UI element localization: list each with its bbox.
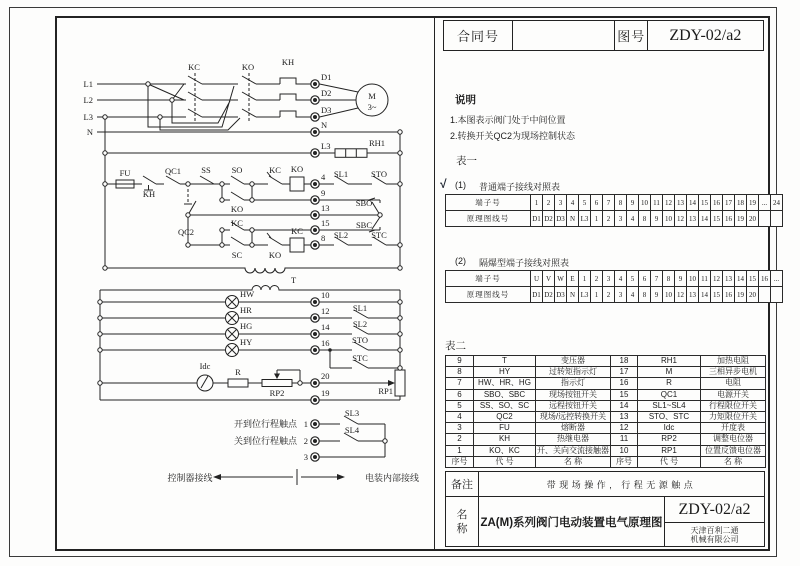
- thermal-kh-contact: [143, 176, 156, 190]
- circuit-label: HR: [240, 305, 252, 315]
- circuit-label: 开到位行程触点: [233, 419, 297, 429]
- component-cell: 加热电阻: [701, 356, 766, 367]
- circuit-label: 19: [321, 388, 330, 398]
- row-header: 端子号: [446, 271, 531, 287]
- terminal-cell: 7: [651, 271, 663, 287]
- circuit-label: SBC: [355, 220, 373, 230]
- table2-heading: 表二: [445, 340, 466, 352]
- terminal-cell: 1: [531, 195, 543, 211]
- component-cell: 18: [611, 356, 638, 367]
- component-table: [445, 355, 766, 468]
- terminal-cell: D1: [531, 287, 543, 303]
- contract-no-value: [512, 20, 616, 51]
- circuit-label: 4: [321, 172, 326, 182]
- circuit-label: KC: [231, 218, 243, 228]
- circuit-label: SL3: [344, 408, 360, 418]
- terminal-cell: 15: [711, 287, 723, 303]
- terminal-cell: 13: [675, 195, 687, 211]
- circuit-label: HW: [240, 289, 255, 299]
- component-cell: 位置反馈电位器: [701, 445, 766, 456]
- component-cell: 现场按钮开关: [536, 389, 611, 400]
- circuit-label: L2: [83, 95, 93, 105]
- component-cell: 17: [611, 367, 638, 378]
- terminal-cell: 12: [711, 271, 723, 287]
- terminal-cell: V: [543, 271, 555, 287]
- terminal-cell: 9: [651, 211, 663, 227]
- circuit-label: N: [86, 127, 93, 137]
- name-label: 名 称: [446, 497, 479, 547]
- circuit-label: QC1: [164, 166, 182, 176]
- terminal-cell: [759, 211, 771, 227]
- circuit-label: HG: [240, 321, 253, 331]
- circuit-label: STC: [352, 353, 368, 363]
- drawing-no-label: 图号: [614, 20, 648, 51]
- component-cell: 开度表: [701, 423, 766, 434]
- terminal-cell: 15: [747, 271, 759, 287]
- terminal-cell: 10: [663, 287, 675, 303]
- component-cell: 2: [446, 434, 474, 445]
- terminal-cell: L3: [579, 287, 591, 303]
- component-row: [446, 378, 766, 389]
- component-cell: HW、HR、HG: [474, 378, 536, 389]
- resistor-r-symbol: [228, 379, 248, 387]
- component-cell: 熔断器: [536, 423, 611, 434]
- circuit-label: RP2: [269, 388, 285, 398]
- note-1: 1.本图表示阀门处于中间位置: [450, 115, 566, 125]
- component-cell: 5: [446, 400, 474, 411]
- terminal-cell: 8: [663, 271, 675, 287]
- component-cell: 15: [611, 389, 638, 400]
- circuit-label: STC: [371, 230, 387, 240]
- terminal-cell: 16: [711, 195, 723, 211]
- circuit-label: 3: [303, 452, 308, 462]
- component-cell: QC2: [474, 411, 536, 422]
- circuit-label: D2: [321, 88, 332, 98]
- terminal-cell: 2: [543, 195, 555, 211]
- potentiometer-rp1-symbol: [395, 370, 405, 396]
- terminal-cell: 3: [615, 287, 627, 303]
- circuit-label: STO: [371, 169, 387, 179]
- component-row: [446, 367, 766, 378]
- component-row: [446, 411, 766, 422]
- terminal-cell: D1: [531, 211, 543, 227]
- circuit-label: L3: [83, 112, 93, 122]
- component-cell: 电阻: [701, 378, 766, 389]
- component-cell: QC1: [638, 389, 701, 400]
- component-cell: 代 号: [638, 456, 701, 467]
- component-cell: 14: [611, 400, 638, 411]
- terminal-cell: 6: [591, 195, 603, 211]
- circuit-label: SL4: [344, 425, 360, 435]
- circuit-label: RH1: [368, 138, 386, 148]
- circuit-label: SS: [201, 165, 211, 175]
- terminal-cell: 19: [735, 287, 747, 303]
- transformer-symbol: [100, 268, 400, 290]
- component-cell: 指示灯: [536, 378, 611, 389]
- terminal-cell: 16: [723, 211, 735, 227]
- contact-ko-nc: [267, 233, 282, 245]
- contactor-ko-contacts: [242, 73, 256, 122]
- terminal-cell: 4: [627, 211, 639, 227]
- circuit-label: T: [291, 275, 297, 285]
- terminal-cell: 9: [627, 195, 639, 211]
- circuit-label: HY: [240, 337, 253, 347]
- component-cell: KH: [474, 434, 536, 445]
- circuit-label: KH: [281, 57, 295, 67]
- component-cell: 6: [446, 389, 474, 400]
- wire-row: [446, 287, 783, 303]
- component-row: [446, 434, 766, 445]
- circuit-label: QC2: [177, 227, 195, 237]
- component-cell: STO、STC: [638, 411, 701, 422]
- component-cell: 现场/远控转换开关: [536, 411, 611, 422]
- terminal-cell: 3: [555, 195, 567, 211]
- terminal-cell: 18: [735, 195, 747, 211]
- terminal-cell: 16: [723, 287, 735, 303]
- row-header: 原理图线号: [446, 287, 531, 303]
- circuit-label: 10: [321, 290, 330, 300]
- component-cell: M: [638, 367, 701, 378]
- title-block: [443, 20, 764, 51]
- component-cell: SL1~SL4: [638, 400, 701, 411]
- circuit-label: 1: [303, 419, 308, 429]
- component-row: [446, 356, 766, 367]
- component-cell: 11: [611, 434, 638, 445]
- circuit-label: KO: [230, 204, 244, 214]
- circuit-label: KC: [291, 226, 303, 236]
- company-name: 天津百利二通 机械有限公司: [690, 525, 739, 544]
- component-cell: 名 称: [536, 456, 611, 467]
- contract-no-label: 合同号: [443, 20, 513, 51]
- component-cell: 序号: [446, 456, 474, 467]
- drawing-no-value: ZDY-02/a2: [647, 20, 764, 51]
- terminal-cell: 10: [663, 211, 675, 227]
- coil-ko: [290, 177, 304, 191]
- bypass-wires: [148, 84, 240, 130]
- terminal-cell: 1: [591, 287, 603, 303]
- meter-idc-symbol: [197, 375, 213, 391]
- terminal-cell: 14: [699, 211, 711, 227]
- terminal-cell: 6: [639, 271, 651, 287]
- component-cell: 行程限位开关: [701, 400, 766, 411]
- table1-sub1-title: 普通端子接线对照表: [479, 182, 561, 192]
- terminal-cell: 9: [651, 287, 663, 303]
- circuit-label: 9: [321, 188, 326, 198]
- table1-sub2-label: (2): [455, 256, 466, 266]
- terminal-cell: L3: [579, 211, 591, 227]
- circuit-label: 关到位行程触点: [233, 436, 297, 446]
- check-mark: √: [440, 177, 447, 191]
- terminal-cell: W: [555, 271, 567, 287]
- remark-text: 带现场操作, 行程无源触点: [546, 479, 697, 490]
- wire-row: [446, 211, 783, 227]
- terminal-cell: 10: [639, 195, 651, 211]
- contact-ko-aux: [231, 192, 244, 200]
- circuit-label: 2: [303, 436, 308, 446]
- terminal-cell: 10: [687, 271, 699, 287]
- component-cell: 12: [611, 423, 638, 434]
- component-cell: HY: [474, 367, 536, 378]
- circuit-label: RP1: [378, 386, 393, 396]
- footer-title-block: [445, 471, 765, 547]
- component-cell: 4: [446, 411, 474, 422]
- row-header: 端子号: [446, 195, 531, 211]
- circuit-label: D3: [321, 105, 332, 115]
- terminal-cell: 4: [615, 271, 627, 287]
- component-cell: 力矩限位开关: [701, 411, 766, 422]
- circuit-label: L1: [83, 79, 93, 89]
- row-header: 原理图线号: [446, 211, 531, 227]
- switch-sc: [231, 237, 244, 245]
- circuit-label: SL2: [333, 230, 349, 240]
- component-cell: 16: [611, 378, 638, 389]
- component-cell: 1: [446, 445, 474, 456]
- circuit-label: D1: [321, 72, 332, 82]
- terminal-cell: 15: [699, 195, 711, 211]
- circuit-label: 16: [321, 338, 330, 348]
- terminal-cell: 14: [687, 195, 699, 211]
- component-cell: SS、SO、SC: [474, 400, 536, 411]
- phase-cross-wires: [148, 84, 184, 100]
- table1-heading: 表一: [456, 155, 477, 167]
- component-cell: 7: [446, 378, 474, 389]
- component-cell: RP2: [638, 434, 701, 445]
- heater-rh1-symbol: [335, 149, 367, 158]
- component-cell: 名 称: [701, 456, 766, 467]
- component-cell: 9: [446, 356, 474, 367]
- component-cell: 三相异步电机: [701, 367, 766, 378]
- footer-right: [665, 497, 764, 547]
- component-cell: 开、关向交流接触器: [537, 445, 609, 455]
- terminal-cell: 13: [723, 271, 735, 287]
- terminal-cell: 12: [663, 195, 675, 211]
- terminal-cell: 2: [591, 271, 603, 287]
- terminal-cell: 11: [699, 271, 711, 287]
- component-cell: 变压器: [536, 356, 611, 367]
- terminal-cell: D2: [543, 287, 555, 303]
- terminal-cell: [759, 287, 771, 303]
- contactor-kc-contacts: [188, 73, 202, 122]
- terminal-cell: [771, 287, 783, 303]
- component-cell: FU: [474, 423, 536, 434]
- switch-so: [231, 176, 244, 184]
- terminal-cell: 12: [675, 287, 687, 303]
- terminal-cell: 24: [771, 195, 783, 211]
- terminal-cell: 2: [603, 287, 615, 303]
- component-cell: R: [638, 378, 701, 389]
- footer-drawing-no: ZDY-02/a2: [665, 497, 764, 523]
- terminal-cell: 19: [747, 195, 759, 211]
- table1-sub1-label: (1): [455, 180, 466, 190]
- terminal-table-ordinary: [445, 194, 783, 227]
- terminal-cell: 4: [627, 287, 639, 303]
- circuit-label: STO: [352, 335, 368, 345]
- circuit-label: M: [368, 91, 376, 101]
- terminal-cell: U: [531, 271, 543, 287]
- circuit-label: SL2: [352, 319, 368, 329]
- component-cell: 过转矩指示灯: [536, 367, 611, 378]
- terminal-cell: E: [567, 271, 579, 287]
- circuit-label: 20: [321, 371, 330, 381]
- component-cell: Idc: [638, 423, 701, 434]
- terminal-cell: 13: [687, 287, 699, 303]
- wiring-boundary-legend: [213, 469, 345, 485]
- terminal-cell: 7: [603, 195, 615, 211]
- circuit-label: R: [235, 367, 241, 377]
- component-cell: SBO、SBC: [474, 389, 536, 400]
- terminal-cell: 5: [627, 271, 639, 287]
- terminal-cell: 4: [567, 195, 579, 211]
- circuit-label: SC: [231, 250, 243, 260]
- coil-kc: [290, 238, 304, 252]
- component-cell: KO、KC: [474, 445, 536, 456]
- remark-label: 备注: [446, 472, 479, 496]
- meter-circuit: [100, 368, 405, 400]
- drawing-title: ZA(M)系列阀门电动装置电气原理图: [479, 497, 665, 547]
- terminal-cell: 3: [603, 271, 615, 287]
- switch-qc1: [166, 176, 180, 184]
- component-cell: 3: [446, 423, 474, 434]
- terminal-cell: 14: [735, 271, 747, 287]
- component-cell: 8: [446, 367, 474, 378]
- circuit-label: KC: [269, 165, 281, 175]
- terminal-cell: 16: [759, 271, 771, 287]
- component-header-row: [446, 456, 766, 467]
- circuit-label: KO: [241, 62, 255, 72]
- terminal-cell: [771, 211, 783, 227]
- note-2: 2.转换开关QC2为现场控制状态: [450, 131, 576, 141]
- circuit-label: SL1: [352, 303, 368, 313]
- terminal-cell: D3: [555, 211, 567, 227]
- lamp-symbols: [226, 296, 239, 357]
- component-cell: 调整电位器: [701, 434, 766, 445]
- circuit-label: KO: [268, 250, 282, 260]
- component-cell: 电源开关: [701, 389, 766, 400]
- component-row: [446, 389, 766, 400]
- circuit-label: 控制器接线: [167, 473, 213, 483]
- terminal-cell: 14: [699, 287, 711, 303]
- terminal-cell: 17: [723, 195, 735, 211]
- terminal-cell: D3: [555, 287, 567, 303]
- terminal-cell: 15: [711, 211, 723, 227]
- circuit-label: 电装内部接线: [364, 473, 420, 483]
- terminal-cell: D2: [543, 211, 555, 227]
- terminal-cell: 2: [603, 211, 615, 227]
- name-row: [446, 497, 764, 547]
- terminal-cell: 5: [579, 195, 591, 211]
- terminal-cell: N: [567, 287, 579, 303]
- circuit-label: KO: [290, 164, 304, 174]
- terminal-cell: 20: [747, 211, 759, 227]
- circuit-label: KH: [142, 189, 156, 199]
- circuit-label: Idc: [199, 361, 211, 371]
- circuit-label: 3~: [367, 102, 377, 112]
- terminal-cell: 1: [591, 211, 603, 227]
- component-row: [446, 423, 766, 434]
- circuit-label: 13: [321, 203, 330, 213]
- terminal-cell: 8: [639, 211, 651, 227]
- terminal-cell: N: [567, 211, 579, 227]
- component-cell: 10: [611, 445, 638, 456]
- terminal-row: [446, 271, 783, 287]
- component-cell: RP1: [638, 445, 701, 456]
- terminal-cell: 12: [675, 211, 687, 227]
- circuit-label: KC: [188, 62, 200, 72]
- terminal-cell: 20: [747, 287, 759, 303]
- terminal-cell: 8: [639, 287, 651, 303]
- terminal-cell: 1: [579, 271, 591, 287]
- terminal-cell: 11: [651, 195, 663, 211]
- component-cell: 代 号: [474, 456, 536, 467]
- circuit-label: L3: [321, 141, 331, 151]
- circuit-label: 12: [321, 306, 330, 316]
- terminal-cell: 9: [675, 271, 687, 287]
- circuit-label: SBO: [355, 198, 373, 208]
- circuit-label: 8: [321, 233, 326, 243]
- component-cell: T: [474, 356, 536, 367]
- circuit-label: SO: [231, 165, 243, 175]
- circuit-label: SL1: [333, 169, 349, 179]
- circuit-label: 14: [321, 322, 330, 332]
- terminal-cell: 19: [735, 211, 747, 227]
- terminal-cell: 13: [687, 211, 699, 227]
- circuit-schematic: [55, 16, 435, 549]
- terminal-cell: 8: [615, 195, 627, 211]
- circuit-label: FU: [119, 168, 131, 178]
- terminal-row: [446, 195, 783, 211]
- component-cell: 远程按钮开关: [536, 400, 611, 411]
- terminal-table-flameproof: [445, 270, 783, 303]
- component-row: [446, 445, 766, 456]
- table1-sub2-title: 隔爆型端子接线对照表: [479, 258, 570, 268]
- terminal-dots: [311, 80, 319, 461]
- component-cell: 13: [611, 411, 638, 422]
- terminal-cell: ...: [759, 195, 771, 211]
- component-cell: 序号: [611, 456, 638, 467]
- circuit-label: N: [321, 120, 328, 130]
- junction-circles: [98, 82, 402, 443]
- component-cell: 热继电器: [536, 434, 611, 445]
- remark-row: [446, 472, 764, 497]
- travel-contacts: [320, 416, 386, 457]
- circuit-label: 15: [321, 218, 330, 228]
- terminal-cell: 3: [615, 211, 627, 227]
- potentiometer-rp2-symbol: [262, 380, 292, 387]
- component-cell: RH1: [638, 356, 701, 367]
- switch-ss: [200, 176, 214, 184]
- component-row: [446, 400, 766, 411]
- terminal-cell: ...: [771, 271, 783, 287]
- notes-heading: 说明: [455, 94, 476, 106]
